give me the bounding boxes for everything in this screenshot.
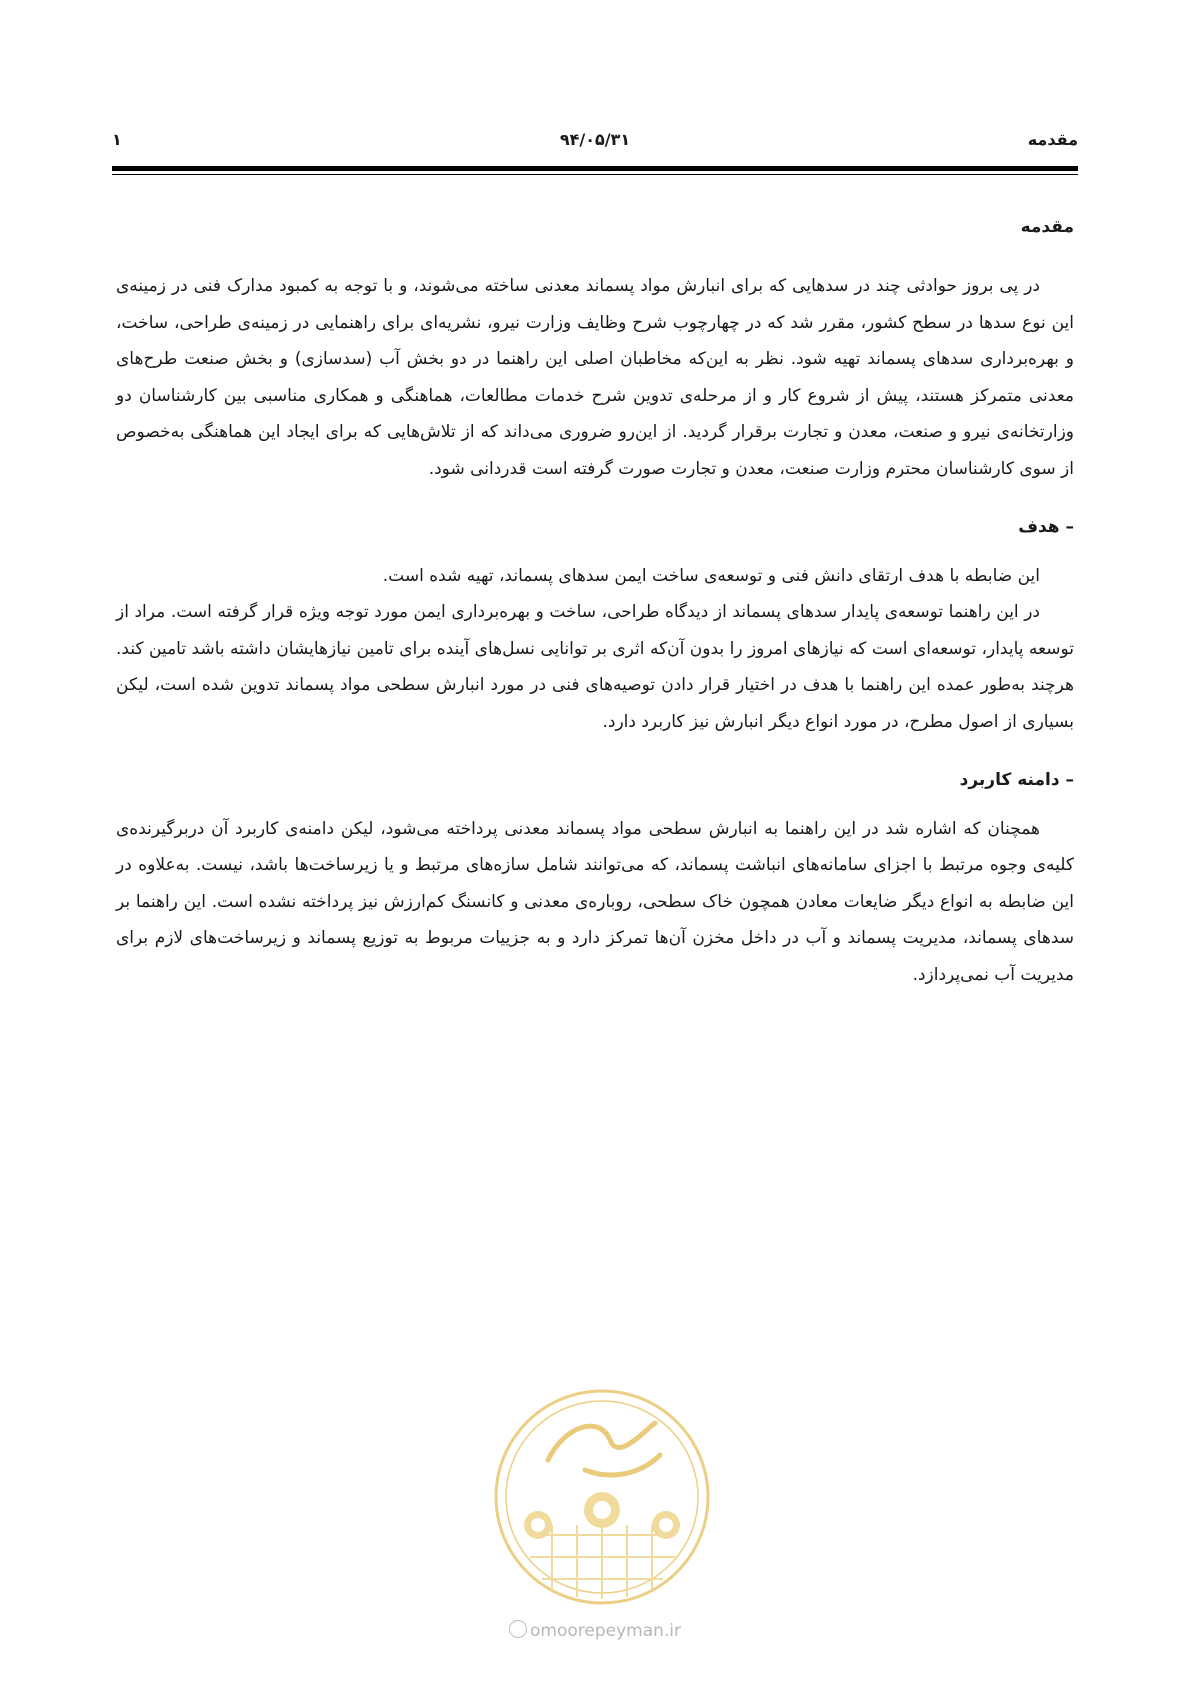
intro-heading: مقدمه xyxy=(1020,217,1074,237)
goal-paragraph-1: این ضابطه با هدف ارتقای دانش فنی و توسعه‌ی ساخت ایمن سدهای پسماند، تهیه شده است. xyxy=(382,565,1040,586)
goal-heading: – هدف xyxy=(1018,516,1074,537)
scope-heading: – دامنه کاربرد xyxy=(959,769,1074,790)
page-body xyxy=(116,214,1074,994)
watermark-website xyxy=(0,1620,1190,1641)
globe-icon xyxy=(509,1620,527,1638)
header-title: مقدمه xyxy=(1027,130,1078,149)
intro-paragraph: در پی بروز حوادثی چند در سدهایی که برای انبارش مواد پسماند معدنی ساخته می‌شوند، و با توجه به کمبود مدارک فنی در زمینه‌ی این نوع سدها در سطح کشور، مقرر شد که در چهارچوب شرح وظایف وزارت نیرو، نشریه‌ای برای راهنمایی در زمینه‌ی طراحی، ساخت، و بهره‌برداری سدهای پسماند تهیه شود. نظر به این‌که مخاطبان اصلی این راهنما در دو بخش آب (سدسازی) و بخش صنعت طرح‌های معدنی متمرکز هستند، پیش از شروع کار و از مرحله‌ی تدوین شرح خدمات مطالعات، هماهنگی و همکاری مناسبی بین کارشناسان دو وزارتخانه‌ی نیرو و صنعت، معدن و تجارت برقرار گردید. از این‌رو ضروری می‌داند که از تلاش‌هایی که برای ایجاد این هماهنگی به‌خصوص از سوی کارشناسان محترم وزارت صنعت، معدن و تجارت صورت گرفته است قدردانی شود. xyxy=(116,276,1074,479)
scope-paragraph: همچنان که اشاره شد در این راهنما به انبارش سطحی مواد پسماند معدنی پرداخته می‌شود، لیکن دامنه‌ی کاربرد آن دربرگیرنده‌ی کلیه‌ی وجوه مرتبط با اجزای سامانه‌های انباشت پسماند، که می‌توانند شامل سازه‌های مرتبط و یا زیرساخت‌ها باشد، نیست. به‌علاوه در این ضابطه به انواع دیگر ضایعات معادن همچون خاک سطحی، روباره‌ی معدنی و کانسنگ کم‌ارزش نیز پرداخته نشده است. این راهنما بر سدهای پسماند، مدیریت پسماند و آب در داخل مخزن آن‌ها تمرکز دارد و به جزییات مربوط به توزیع پسماند و زیرساخت‌های لازم برای مدیریت آب نمی‌پردازد. xyxy=(116,818,1074,985)
running-header xyxy=(112,130,1078,154)
goal-paragraph-2: در این راهنما توسعه‌ی پایدار سدهای پسماند از دیدگاه طراحی، ساخت و بهره‌برداری ایمن مورد توجه ویژه قرار گرفته است. مراد از توسعه پایدار، توسعه‌ای است که نیازهای امروز را بدون آن‌که اثری بر توانایی نسل‌های آینده برای تامین نیازهایشان داشته باشد تامین کند. هرچند به‌طور عمده این راهنما با هدف در اختیار قرار دادن توصیه‌های فنی در مورد انبارش سطحی مواد پسماند تدوین شده است، لیکن بسیاری از اصول مطرح، در مورد انواع دیگر انبارش نیز کاربرد دارد. xyxy=(116,602,1074,732)
header-rule-thick xyxy=(112,166,1078,171)
header-date: ۹۴/۰۵/۳۱ xyxy=(559,130,631,149)
watermark-seal-icon xyxy=(490,1385,715,1610)
header-rule-thin xyxy=(112,174,1078,175)
page-number: ۱ xyxy=(112,130,122,149)
watermark-url: omoorepeyman.ir xyxy=(529,1621,682,1641)
